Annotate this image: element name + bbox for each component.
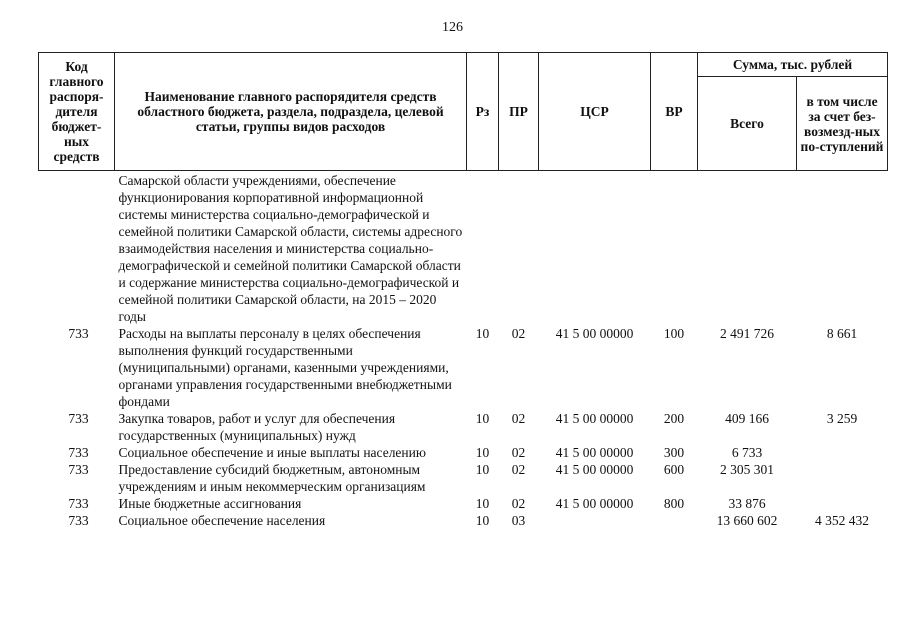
cell-total: 33 876: [728, 496, 766, 511]
cell-name: Расходы на выплаты персоналу в целях обеспечения выполнения функций государственными (муниципальными) органами, казенными учреждениями, органами управления государственными внебюджетными фондами: [118, 326, 452, 409]
cell-rz: [467, 171, 499, 326]
cell-name: Социальное обеспечение и иные выплаты населению: [118, 445, 426, 460]
cell-csr: 41 5 00 00000: [555, 445, 634, 460]
table-row: [39, 495, 888, 512]
cell-rz: 10: [475, 326, 490, 341]
cell-pr: 02: [511, 496, 526, 511]
header-code: Код главного распоря-дителя бюджет-ных средств: [39, 53, 115, 171]
cell-total: 409 166: [725, 411, 769, 426]
cell-name: Закупка товаров, работ и услуг для обеспечения государственных (муниципальных) нужд: [118, 411, 396, 443]
header-rz: Рз: [467, 53, 499, 171]
cell-total: 6 733: [731, 445, 763, 460]
cell-csr: [539, 171, 651, 326]
cell-csr: 41 5 00 00000: [555, 411, 634, 426]
cell-vr: 300: [663, 445, 685, 460]
table-row: [39, 444, 888, 461]
cell-rz: 10: [475, 513, 490, 528]
cell-total: 2 491 726: [720, 326, 774, 341]
cell-free: 3 259: [826, 411, 858, 426]
cell-free: 4 352 432: [815, 513, 869, 528]
cell-code: 733: [68, 462, 89, 477]
cell-free: [797, 461, 888, 495]
cell-pr: 02: [511, 326, 526, 341]
cell-vr: 100: [663, 326, 685, 341]
cell-rz: 10: [475, 445, 490, 460]
cell-vr: 200: [663, 411, 685, 426]
cell-pr: 02: [511, 411, 526, 426]
cell-vr: [651, 171, 698, 326]
cell-total: [698, 171, 797, 326]
cell-vr: 800: [663, 496, 685, 511]
cell-csr: 41 5 00 00000: [555, 496, 634, 511]
cell-pr: 03: [511, 513, 526, 528]
table-body: [39, 171, 888, 530]
cell-csr: 41 5 00 00000: [555, 462, 634, 477]
header-vr: ВР: [651, 53, 698, 171]
header-pr: ПР: [499, 53, 539, 171]
cell-code: 733: [68, 445, 89, 460]
header-total: Всего: [698, 77, 797, 171]
cell-name: Самарской области учреждениями, обеспечение функционирования корпоративной информационной системы министерства социально-демографической и семейной политики Самарской области, системы адресного взаимодействия населения и министерства социально-демографической и семейной политики Самарской области и содержание министерства социально-демографической и семейной политики Самарской области, на 2015 – 2020 годы: [118, 173, 463, 324]
cell-code: 733: [68, 513, 89, 528]
cell-free: [797, 495, 888, 512]
cell-csr: [539, 512, 651, 529]
cell-name: Социальное обеспечение населения: [118, 513, 326, 528]
table-row: [39, 512, 888, 529]
cell-pr: [499, 171, 539, 326]
cell-total: 13 660 602: [716, 513, 778, 528]
table-row: [39, 461, 888, 495]
header-csr: ЦСР: [539, 53, 651, 171]
cell-code: 733: [68, 411, 89, 426]
header-sum: Сумма, тыс. рублей: [698, 53, 888, 77]
page-number: 126: [442, 20, 463, 35]
cell-code: 733: [68, 496, 89, 511]
budget-table: [38, 52, 888, 529]
table-row: [39, 325, 888, 410]
cell-rz: 10: [475, 462, 490, 477]
cell-rz: 10: [475, 411, 490, 426]
cell-free: [797, 444, 888, 461]
cell-code: [39, 171, 115, 326]
cell-pr: 02: [511, 462, 526, 477]
cell-name: Предоставление субсидий бюджетным, автономным учреждениям и иным некоммерческим организациям: [118, 462, 426, 494]
cell-pr: 02: [511, 445, 526, 460]
cell-name: Иные бюджетные ассигнования: [118, 496, 302, 511]
header-name: Наименование главного распорядителя средств областного бюджета, раздела, подраздела, целевой статьи, группы видов расходов: [115, 53, 467, 171]
cell-free: 8 661: [826, 326, 858, 341]
cell-csr: 41 5 00 00000: [555, 326, 634, 341]
table-row: [39, 171, 888, 326]
cell-code: 733: [68, 326, 89, 341]
table-header: [39, 53, 888, 171]
cell-total: 2 305 301: [720, 462, 774, 477]
header-free: в том числе за счет без-возмезд-ных по-ступлений: [797, 77, 888, 171]
cell-vr: [651, 512, 698, 529]
cell-free: [797, 171, 888, 326]
cell-rz: 10: [475, 496, 490, 511]
table-row: [39, 410, 888, 444]
cell-vr: 600: [663, 462, 685, 477]
